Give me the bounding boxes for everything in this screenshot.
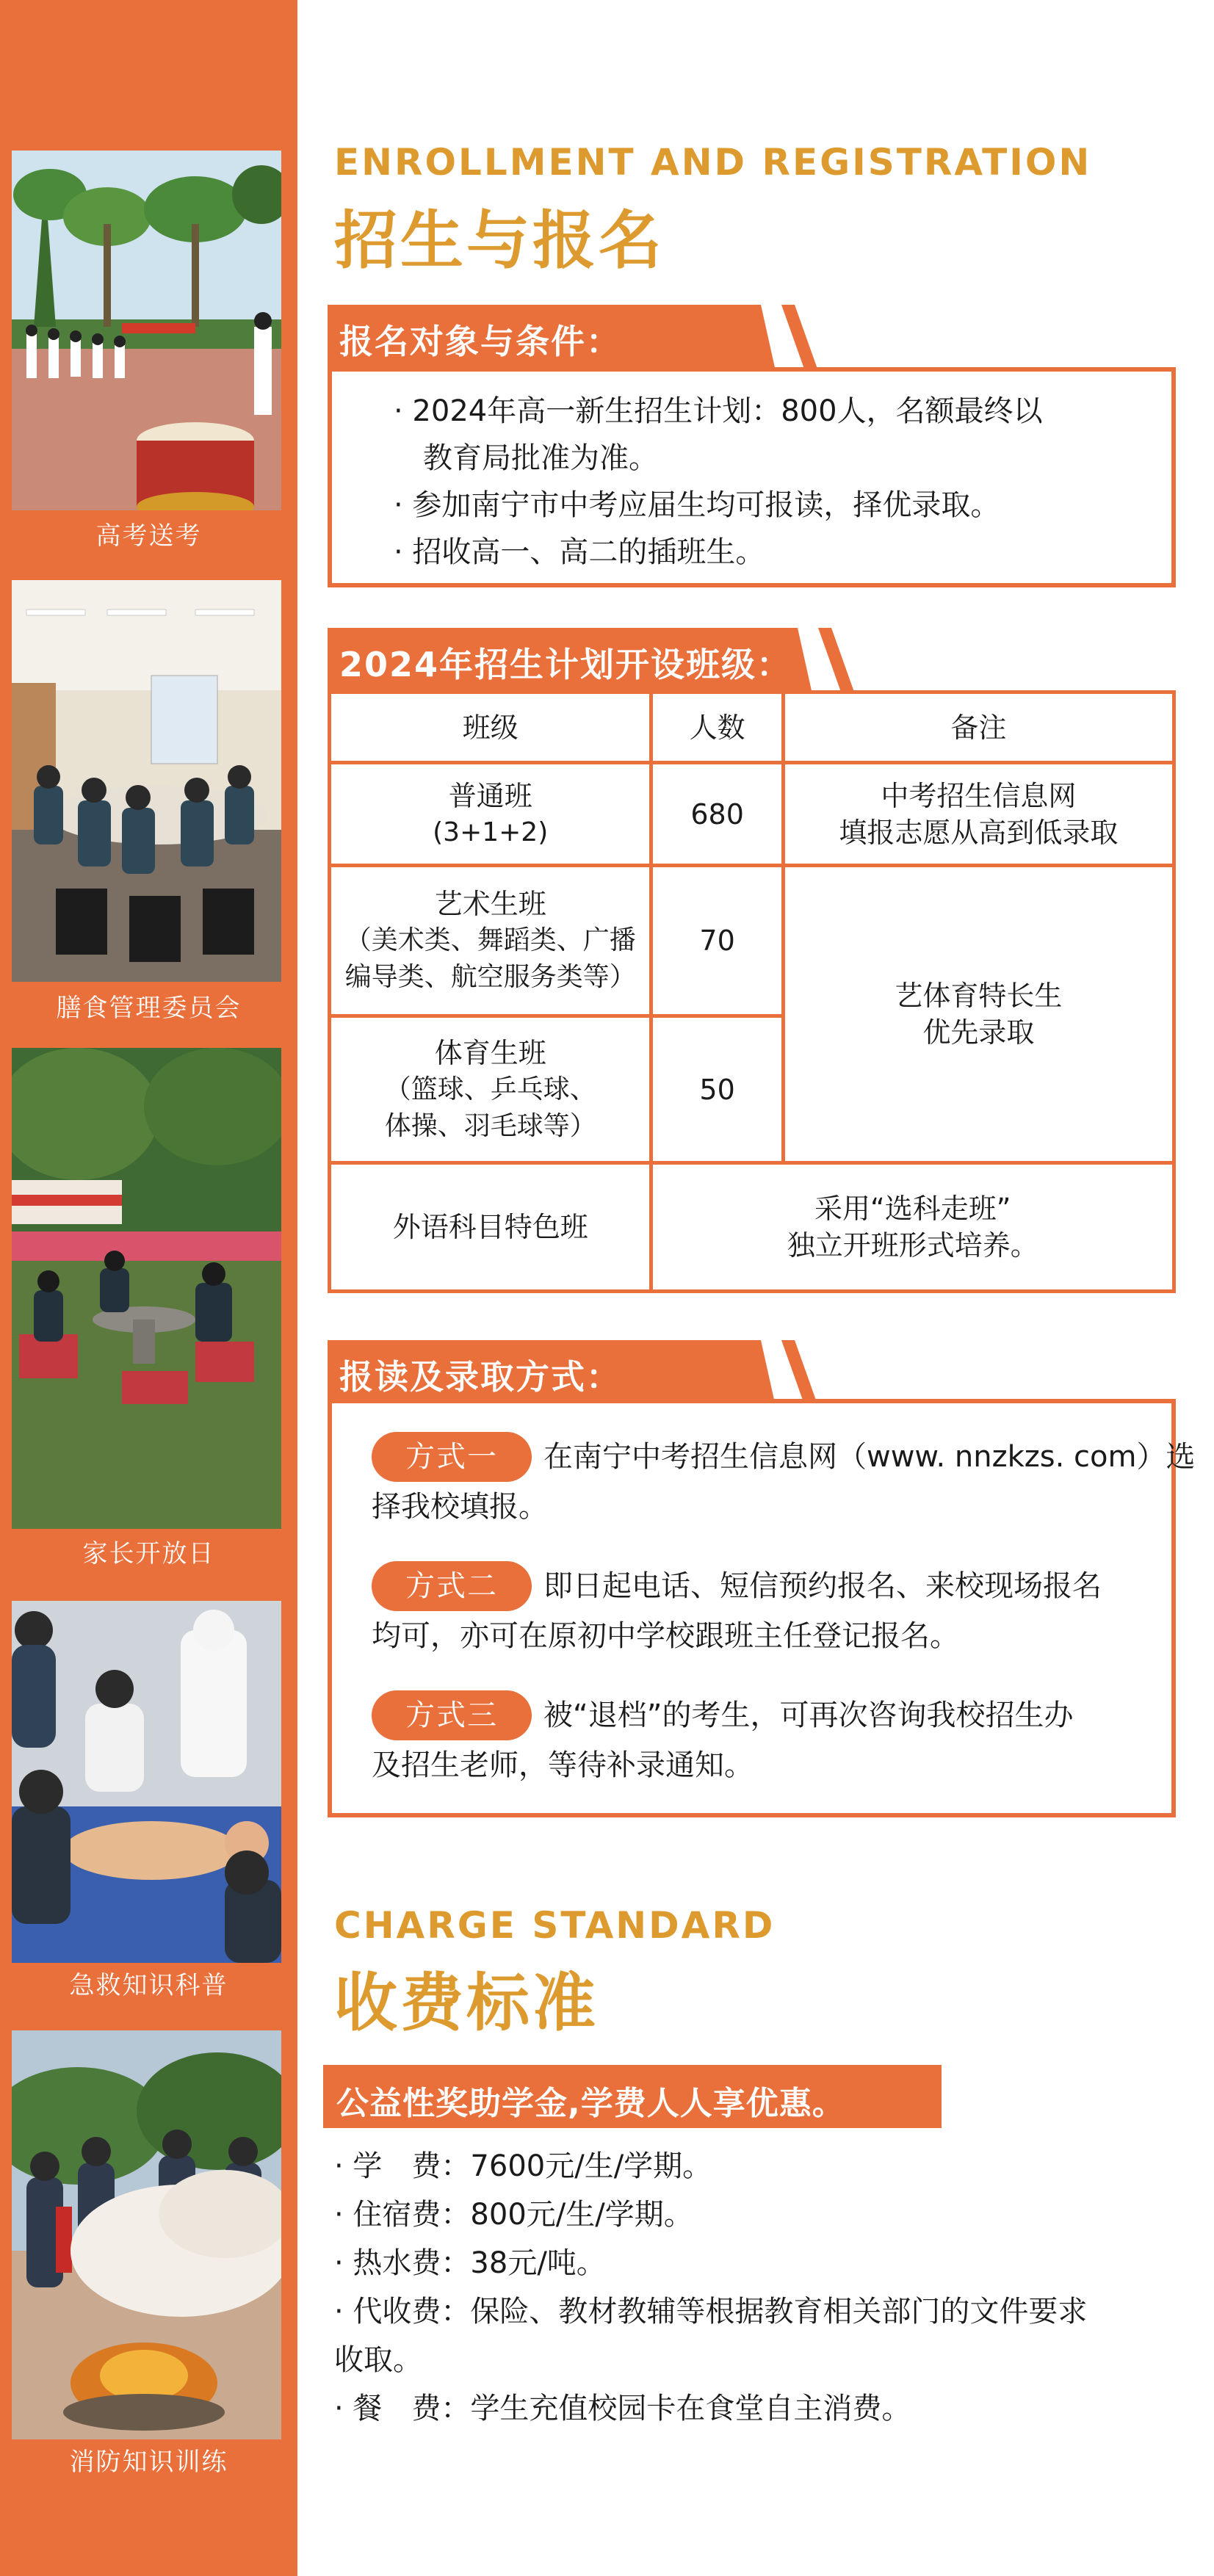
fee-line: · 学 费：7600元/生/学期。 (334, 2149, 712, 2183)
fee-line: · 餐 费：学生充值校园卡在食堂自主消费。 (334, 2392, 911, 2425)
photo-caption: 膳食管理委员会 (56, 994, 242, 1023)
photo-fire-safety-training (12, 2030, 281, 2439)
class-detail: 体操、羽毛球等） (384, 1110, 596, 1141)
method-text: 被“退档”的考生，可再次咨询我校招生办 (543, 1698, 1074, 1732)
fee-line: 收取。 (334, 2343, 422, 2377)
fee-line: · 住宿费：800元/生/学期。 (334, 2198, 693, 2232)
photo-caption: 家长开放日 (82, 1539, 215, 1569)
method-text: 在南宁中考招生信息网（www. nnzkzs. com）选 (543, 1440, 1196, 1474)
methods-heading: 报读及录取方式： (339, 1357, 621, 1397)
method-text: 择我校填报。 (372, 1490, 548, 1524)
table-header: 人数 (651, 692, 783, 763)
class-detail: （美术类、舞蹈类、广播 (344, 925, 636, 955)
photo-exam-send-off (12, 151, 281, 510)
photo-caption: 高考送考 (95, 521, 202, 551)
class-count: 70 (651, 866, 783, 1016)
method-badge: 方式三 (372, 1690, 532, 1740)
table-row (330, 1163, 1174, 1292)
table-header: 班级 (330, 692, 651, 763)
class-detail: 编导类、航空服务类等） (344, 962, 636, 992)
class-count: 680 (651, 763, 783, 866)
fee-line: · 热水费：38元/吨。 (334, 2246, 606, 2280)
charge-banner (323, 2065, 942, 2128)
conditions-heading: 报名对象与条件： (339, 322, 621, 361)
charge-title-cn: 收费标准 (334, 1967, 599, 2040)
method-text: 即日起电话、短信预约报名、来校现场报名 (543, 1569, 1102, 1603)
charge-banner-text: 公益性奖助学金,学费人人享优惠。 (336, 2085, 845, 2122)
condition-item: 教育局批准为准。 (423, 441, 658, 475)
table-row (330, 866, 1174, 1016)
class-detail: (3+1+2) (433, 817, 549, 847)
class-note: 中考招生信息网 (881, 779, 1077, 812)
method-badge: 方式二 (372, 1561, 532, 1611)
enrollment-title-en: ENROLLMENT AND REGISTRATION (334, 141, 1092, 184)
photo-caption: 急救知识科普 (69, 1971, 228, 2000)
class-name: 普通班 (448, 779, 532, 812)
table-row (330, 763, 1174, 866)
table-header: 备注 (783, 692, 1174, 763)
enrollment-title-cn: 招生与报名 (334, 204, 665, 278)
photo-first-aid-training (12, 1601, 281, 1963)
class-note: 独立开班形式培养。 (787, 1229, 1038, 1262)
condition-item: · 招收高一、高二的插班生。 (394, 535, 765, 569)
class-name: 艺术生班 (434, 888, 546, 920)
condition-item: · 参加南宁市中考应届生均可报读，择优录取。 (394, 488, 1000, 522)
class-note: 优先录取 (922, 1016, 1035, 1049)
method-text: 均可，亦可在原初中学校跟班主任登记报名。 (372, 1619, 959, 1653)
photo-dining-committee (12, 580, 281, 982)
conditions-banner (328, 305, 827, 371)
method-text: 及招生老师，等待补录通知。 (372, 1748, 754, 1782)
charge-title-en: CHARGE STANDARD (334, 1904, 776, 1947)
class-note: 艺体育特长生 (895, 980, 1063, 1012)
plan-banner (328, 628, 871, 694)
photo-parents-open-day (12, 1048, 281, 1529)
class-name: 外语科目特色班 (330, 1163, 651, 1292)
methods-banner (328, 1340, 827, 1406)
class-note: 采用“选科走班” (814, 1193, 1011, 1225)
method-badge: 方式一 (372, 1432, 532, 1482)
class-detail: （篮球、乒乓球、 (384, 1074, 596, 1104)
enrollment-plan-table (328, 690, 1176, 1293)
fee-line: · 代收费：保险、教材教辅等根据教育相关部门的文件要求 (334, 2295, 1088, 2329)
condition-item: · 2024年高一新生招生计划：800人，名额最终以 (394, 394, 1043, 428)
class-name: 体育生班 (434, 1036, 546, 1069)
plan-heading: 2024年招生计划开设班级： (339, 645, 792, 684)
class-note: 填报志愿从高到低录取 (839, 816, 1119, 849)
photo-caption: 消防知识训练 (69, 2447, 228, 2477)
class-count: 50 (651, 1016, 783, 1163)
photo-sidebar (0, 0, 297, 2576)
